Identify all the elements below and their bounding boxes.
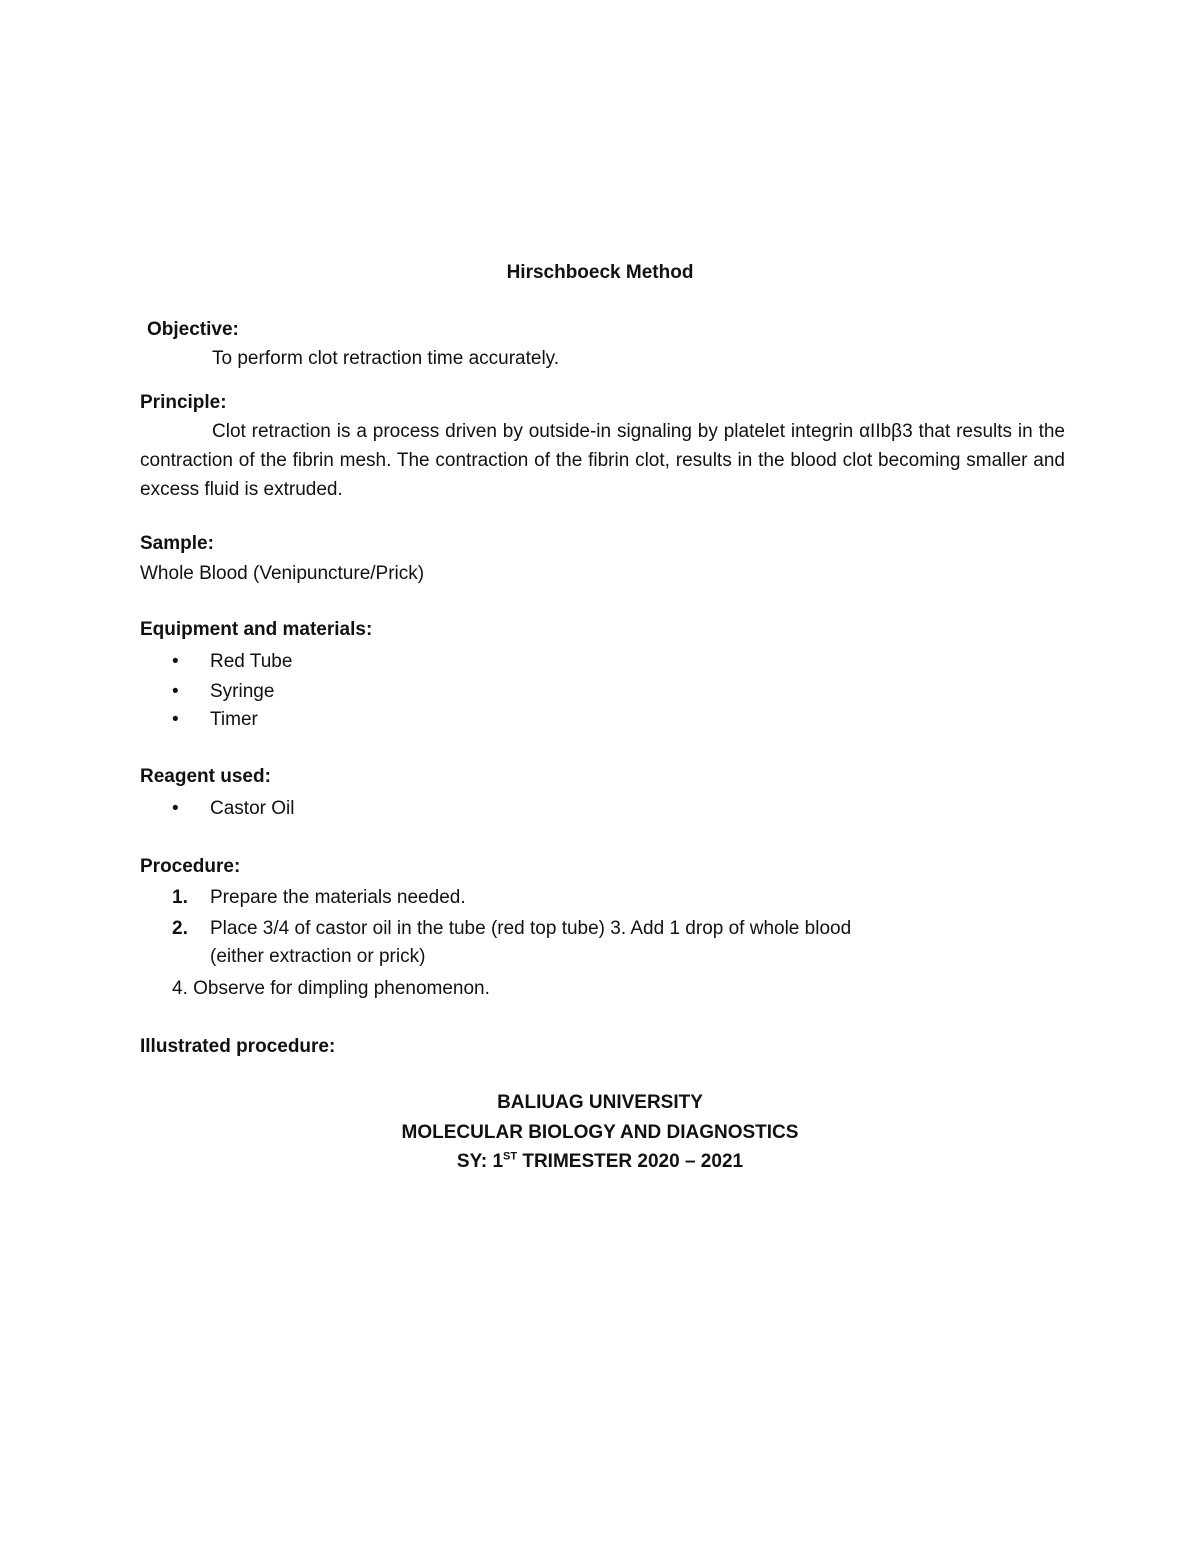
procedure-step-4: 4. Observe for dimpling phenomenon. — [172, 978, 490, 999]
list-item-label: Castor Oil — [210, 798, 295, 819]
sy-suffix: TRIMESTER 2020 – 2021 — [517, 1151, 744, 1172]
footer-school-year — [0, 1151, 1200, 1173]
bullet-icon: • — [172, 651, 179, 672]
step-text: Prepare the materials needed. — [210, 887, 466, 908]
step-text-continuation: (either extraction or prick) — [210, 946, 426, 967]
principle-heading: Principle: — [140, 392, 227, 413]
list-item-label: Syringe — [210, 681, 275, 702]
list-item-label: Timer — [210, 709, 258, 730]
procedure-step — [172, 918, 851, 940]
list-item-label: Red Tube — [210, 651, 293, 672]
sy-prefix: SY: 1 — [456, 1151, 504, 1172]
document-title: Hirschboeck Method — [506, 262, 694, 283]
objective-text: To perform clot retraction time accurately. — [212, 348, 560, 369]
principle-text: Clot retraction is a process driven by outside-in signaling by platelet integrin αIIbβ3 that results in the contraction of the fibrin mesh. The contraction of the fibrin clot, results in the blood clot becoming smaller and excess fluid is extruded. — [140, 421, 1065, 500]
sample-text: Whole Blood (Venipuncture/Prick) — [140, 563, 425, 584]
list-item — [172, 681, 274, 703]
bullet-icon: • — [172, 798, 179, 819]
procedure-heading: Procedure: — [140, 856, 241, 877]
bullet-icon: • — [172, 681, 179, 702]
footer-course: MOLECULAR BIOLOGY AND DIAGNOSTICS — [401, 1122, 799, 1143]
sample-heading: Sample: — [140, 533, 214, 554]
footer-university: BALIUAG UNIVERSITY — [497, 1092, 703, 1113]
illustrated-heading: Illustrated procedure: — [140, 1036, 336, 1057]
step-number: 2. — [172, 918, 188, 939]
list-item — [172, 798, 294, 820]
step-number: 1. — [172, 887, 188, 908]
procedure-step — [172, 887, 466, 909]
objective-heading: Objective: — [147, 319, 239, 340]
list-item — [172, 651, 292, 673]
sy-superscript: ST — [503, 1150, 518, 1163]
list-item — [172, 709, 258, 731]
step-text: Place 3/4 of castor oil in the tube (red top tube) 3. Add 1 drop of whole blood — [210, 918, 852, 939]
bullet-icon: • — [172, 709, 179, 730]
reagent-heading: Reagent used: — [140, 766, 271, 787]
equipment-heading: Equipment and materials: — [140, 619, 373, 640]
